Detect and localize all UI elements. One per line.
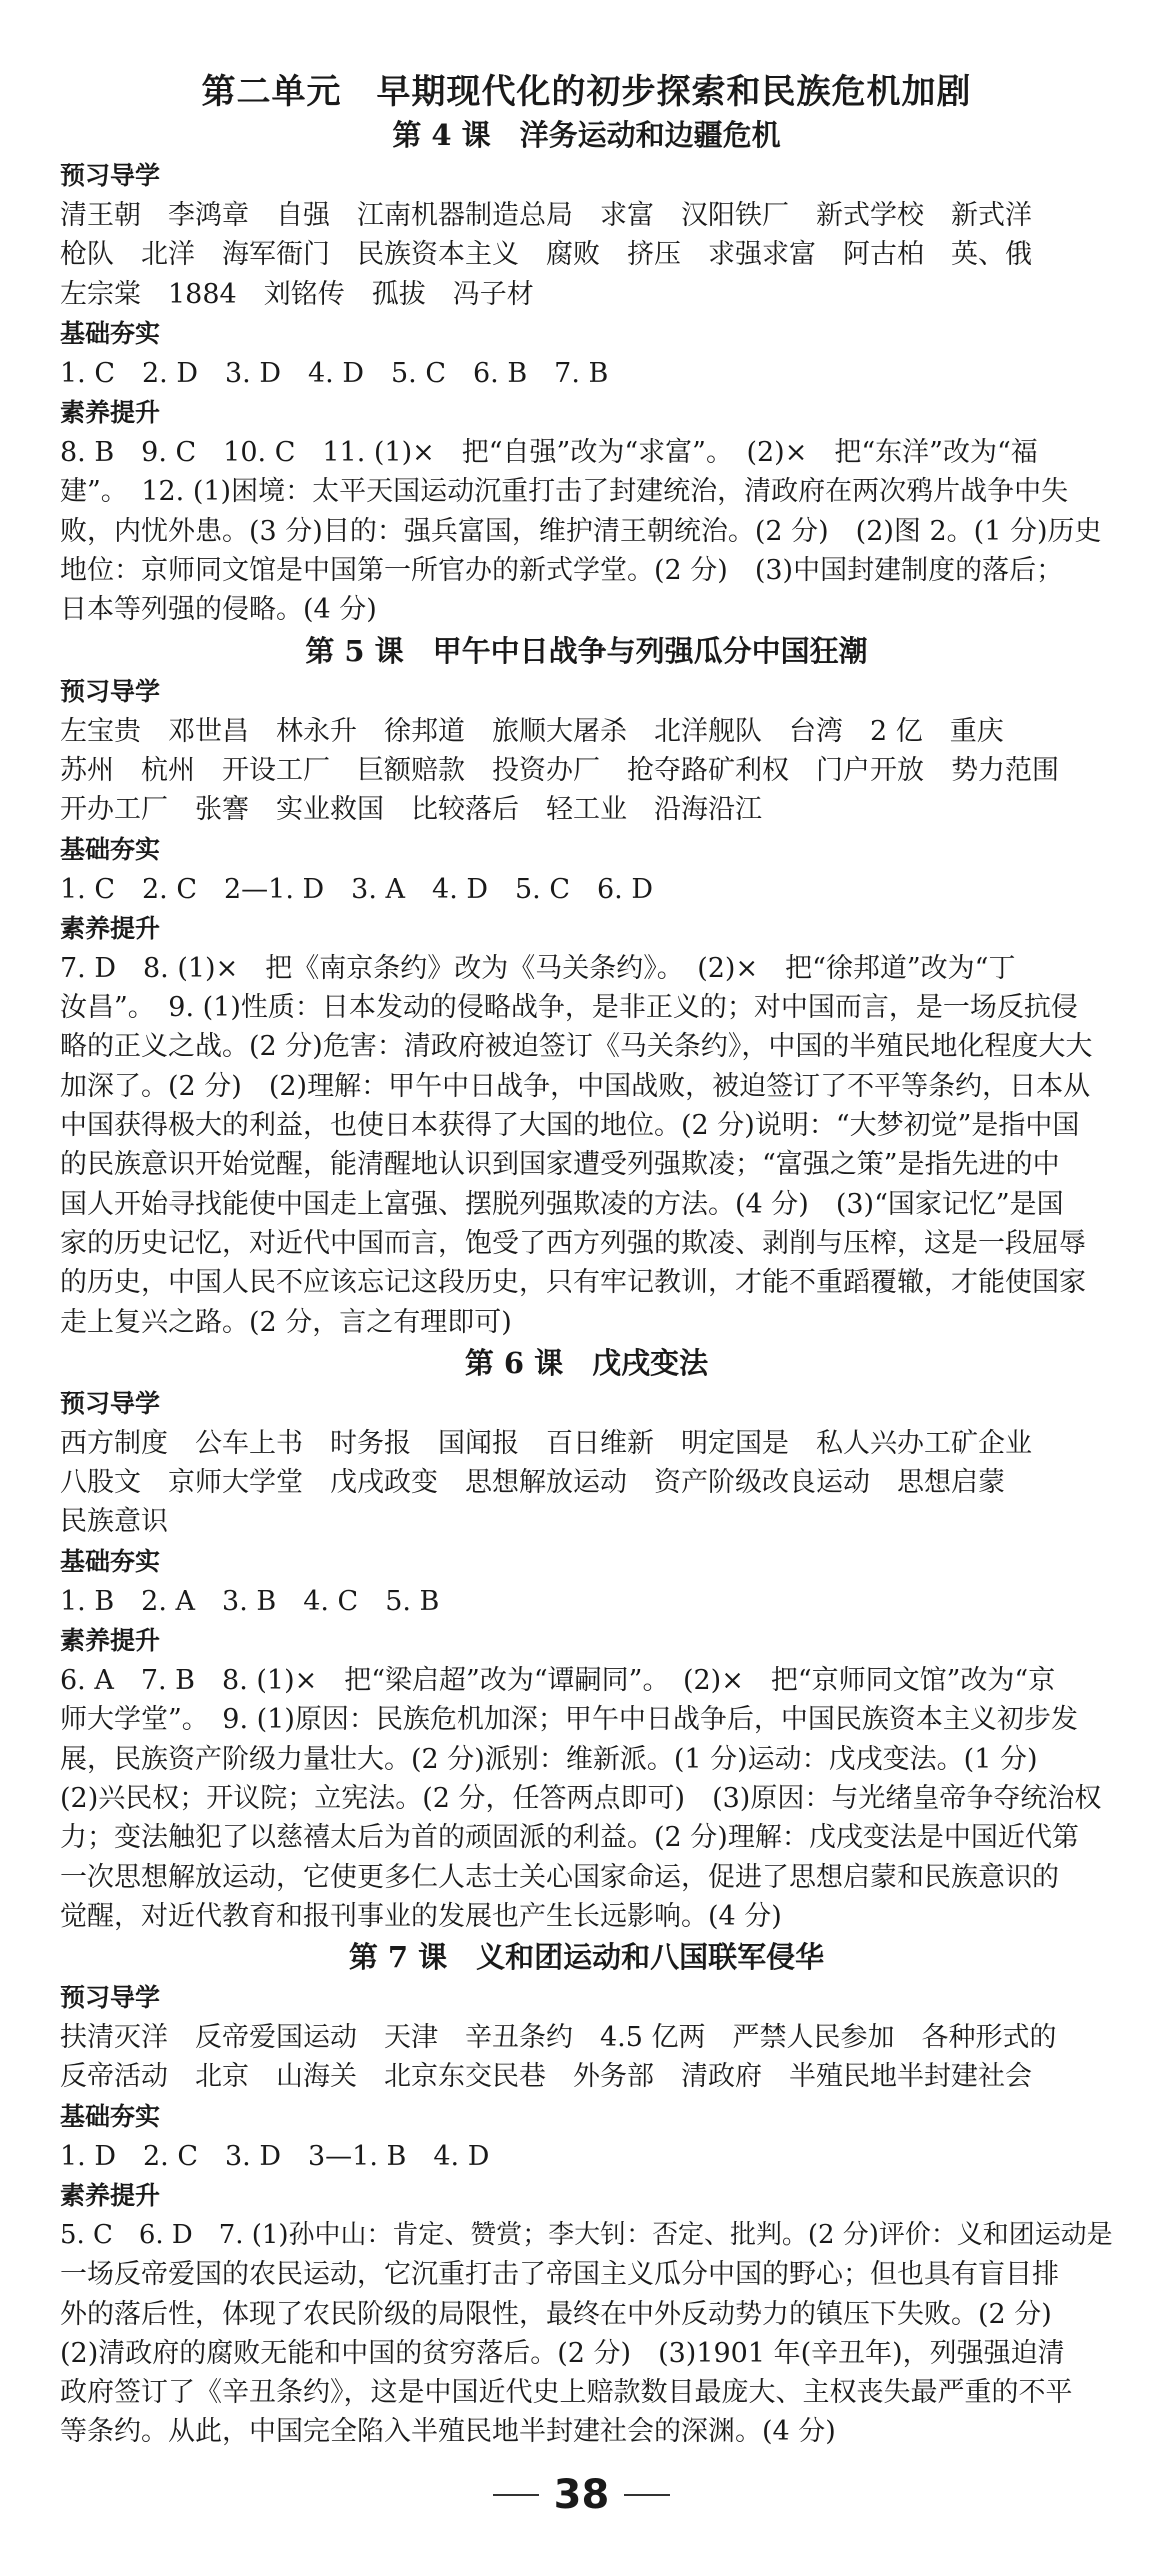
- preview-heading: 预习导学: [60, 676, 161, 706]
- lesson-title: 第 5 课 甲午中日战争与列强瓜分中国狂潮: [305, 633, 868, 668]
- page-number: 38: [553, 2472, 610, 2518]
- basic-heading: 基础夯实: [60, 1546, 161, 1576]
- improve-line: 7. D 8. (1)× 把《南京条约》改为《马关条约》。 (2)× 把“徐邦道”改为“丁: [60, 952, 1016, 984]
- improve-line: 一场反帝爱国的农民运动，它沉重打击了帝国主义瓜分中国的野心；但也具有盲目排: [60, 2259, 1059, 2291]
- lesson-title: 第 4 课 洋务运动和边疆危机: [392, 118, 781, 152]
- preview-line: 民族意识: [60, 1506, 168, 1538]
- lesson-section: [60, 1342, 1113, 1936]
- page-footer: [0, 2472, 1163, 2518]
- lesson-title: 第 6 课 戊戌变法: [464, 1345, 709, 1380]
- basic-line: 1. B 2. A 3. B 4. C 5. B: [60, 1585, 440, 1617]
- preview-line: 八股文 京师大学堂 戊戌政变 思想解放运动 资产阶级改良运动 思想启蒙: [60, 1467, 1005, 1499]
- improve-line: 一次思想解放运动，它使更多仁人志士关心国家命运，促进了思想启蒙和民族意识的: [60, 1861, 1059, 1893]
- improve-content: [60, 433, 1113, 629]
- preview-line: 西方制度 公车上书 时务报 国闻报 百日维新 明定国是 私人兴办工矿企业: [60, 1427, 1032, 1459]
- basic-content: [60, 1582, 1113, 1621]
- preview-line: 左宝贵 邓世昌 林永升 徐邦道 旅顺大屠杀 北洋舰队 台湾 2 亿 重庆: [60, 715, 1004, 747]
- improve-line: 败，内忧外患。(3 分)目的：强兵富国，维护清王朝统治。(2 分) (2)图 2。(1 分)历史: [60, 515, 1102, 547]
- preview-line: 清王朝 李鸿章 自强 江南机器制造总局 求富 汉阳铁厂 新式学校 新式洋: [60, 200, 1032, 231]
- basic-content: [60, 2137, 1113, 2176]
- basic-line: 1. C 2. D 3. D 4. D 5. C 6. B 7. B: [60, 357, 609, 389]
- improve-heading: 素养提升: [60, 398, 161, 428]
- preview-line: 开办工厂 张謇 实业救国 比较落后 轻工业 沿海沿江: [60, 794, 762, 826]
- improve-line: 建”。 12. (1)困境：太平天国运动沉重打击了封建统治，清政府在两次鸦片战争中失: [60, 476, 1069, 508]
- improve-line: (2)清政府的腐败无能和中国的贫穷落后。(2 分) (3)1901 年(辛丑年)，列强强迫清: [60, 2337, 1065, 2369]
- preview-content: [60, 1424, 1113, 1542]
- improve-line: 汝昌”。 9. (1)性质：日本发动的侵略战争，是非正义的；对中国而言，是一场反抗侵: [60, 992, 1078, 1024]
- improve-line: 师大学堂”。 9. (1)原因：民族危机加深；甲午中日战争后，中国民族资本主义初步发: [60, 1704, 1078, 1736]
- improve-content: [60, 949, 1113, 1342]
- improve-line: (2)兴民权；开议院；立宪法。(2 分，任答两点即可) (3)原因：与光绪皇帝争夺统治权: [60, 1782, 1102, 1814]
- improve-line: 展，民族资产阶级力量壮大。(2 分)派别：维新派。(1 分)运动：戊戌变法。(1 分): [60, 1743, 1038, 1775]
- footer-dash-right: [624, 2494, 670, 2496]
- lesson-section: [60, 630, 1113, 1342]
- improve-heading: 素养提升: [60, 913, 161, 943]
- basic-heading: 基础夯实: [60, 318, 161, 348]
- unit-title: 第二单元 早期现代化的初步探索和民族危机加剧: [201, 72, 972, 112]
- improve-line: 地位：京师同文馆是中国第一所官办的新式学堂。(2 分) (3)中国封建制度的落后；: [60, 555, 1064, 587]
- basic-line: 1. D 2. C 3. D 3—1. B 4. D: [60, 2140, 490, 2172]
- improve-line: 等条约。从此，中国完全陷入半殖民地半封建社会的深渊。(4 分): [60, 2416, 836, 2448]
- preview-heading: 预习导学: [60, 161, 161, 190]
- preview-line: 反帝活动 北京 山海关 北京东交民巷 外务部 清政府 半殖民地半封建社会: [60, 2061, 1032, 2093]
- improve-line: 略的正义之战。(2 分)危害：清政府被迫签订《马关条约》，中国的半殖民地化程度大大: [60, 1031, 1093, 1063]
- preview-content: [60, 712, 1113, 830]
- improve-line: 8. B 9. C 10. C 11. (1)× 把“自强”改为“求富”。 (2)× 把“东洋”改为“福: [60, 437, 1038, 469]
- basic-heading: 基础夯实: [60, 2101, 161, 2131]
- improve-line: 国人开始寻找能使中国走上富强、摆脱列强欺凌的方法。(4 分) (3)“国家记忆”是国: [60, 1188, 1064, 1220]
- preview-content: [60, 2018, 1113, 2097]
- improve-line: 力；变法触犯了以慈禧太后为首的顽固派的利益。(2 分)理解：戊戌变法是中国近代第: [60, 1822, 1079, 1854]
- improve-content: [60, 2216, 1113, 2452]
- improve-heading: 素养提升: [60, 2180, 161, 2210]
- lesson-section: [60, 1936, 1113, 2452]
- lessons-container: [60, 114, 1113, 2452]
- improve-line: 中国获得极大的利益，也使日本获得了大国的地位。(2 分)说明：“大梦初觉”是指中国: [60, 1110, 1080, 1142]
- footer-dash-left: [493, 2494, 539, 2496]
- preview-line: 扶清灭洋 反帝爱国运动 天津 辛丑条约 4.5 亿两 严禁人民参加 各种形式的: [60, 2022, 1057, 2054]
- improve-heading: 素养提升: [60, 1626, 161, 1656]
- preview-heading: 预习导学: [60, 1388, 161, 1418]
- improve-content: [60, 1661, 1113, 1936]
- improve-line: 日本等列强的侵略。(4 分): [60, 594, 377, 626]
- preview-heading: 预习导学: [60, 1983, 161, 2013]
- improve-line: 加深了。(2 分) (2)理解：甲午中日战争，中国战败，被迫签订了不平等条约，日本从: [60, 1070, 1091, 1102]
- basic-content: [60, 870, 1113, 909]
- basic-heading: 基础夯实: [60, 834, 161, 864]
- lesson-section: [60, 114, 1113, 630]
- basic-content: [60, 354, 1113, 393]
- preview-content: [60, 196, 1113, 314]
- improve-line: 6. A 7. B 8. (1)× 把“梁启超”改为“谭嗣同”。 (2)× 把“京师同文馆”改为“京: [60, 1665, 1056, 1697]
- improve-line: 外的落后性，体现了农民阶级的局限性，最终在中外反动势力的镇压下失败。(2 分): [60, 2298, 1052, 2330]
- improve-line: 走上复兴之路。(2 分，言之有理即可): [60, 1306, 512, 1338]
- preview-line: 苏州 杭州 开设工厂 巨额赔款 投资办厂 抢夺路矿利权 门户开放 势力范围: [60, 754, 1059, 786]
- improve-line: 5. C 6. D 7. (1)孙中山：肯定、赞赏；李大钊：否定、批判。(2 分)评价：义和团运动是: [60, 2219, 1113, 2250]
- improve-line: 觉醒，对近代教育和报刊事业的发展也产生长远影响。(4 分): [60, 1900, 782, 1932]
- improve-line: 政府签订了《辛丑条约》，这是中国近代史上赔款数目最庞大、主权丧失最严重的不平: [60, 2377, 1073, 2409]
- preview-line: 左宗棠 1884 刘铭传 孤拔 冯子材: [60, 278, 534, 310]
- lesson-title: 第 7 课 义和团运动和八国联军侵华: [348, 1940, 825, 1975]
- preview-line: 枪队 北洋 海军衙门 民族资本主义 腐败 挤压 求强求富 阿古柏 英、俄: [60, 239, 1032, 271]
- improve-line: 的民族意识开始觉醒，能清醒地认识到国家遭受列强欺凌；“富强之策”是指先进的中: [60, 1149, 1060, 1181]
- basic-line: 1. C 2. C 2—1. D 3. A 4. D 5. C 6. D: [60, 873, 653, 905]
- improve-line: 的历史，中国人民不应该忘记这段历史，只有牢记教训，才能不重蹈覆辙，才能使国家: [60, 1267, 1086, 1299]
- improve-line: 家的历史记忆，对近代中国而言，饱受了西方列强的欺凌、剥削与压榨，这是一段屈辱: [60, 1227, 1086, 1259]
